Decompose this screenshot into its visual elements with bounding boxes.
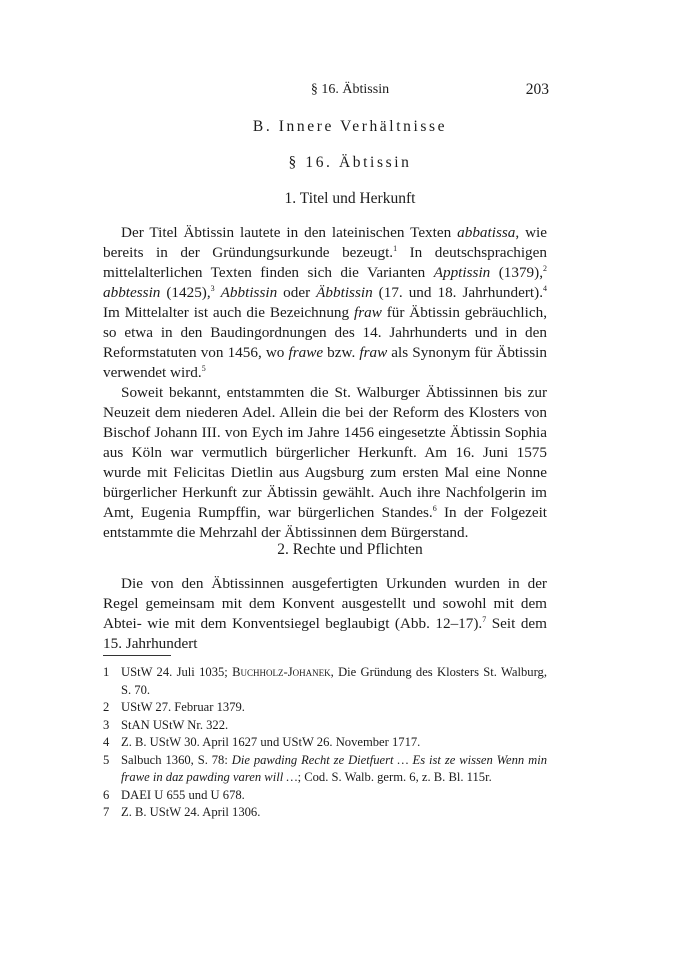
page-number: 203 (525, 81, 549, 98)
footnote: 1 UStW 24. Juli 1035; Buchholz-Johanek, Die Gründung des Klosters St. Walburg, S. 70. (103, 665, 547, 697)
paragraph-origin-nobility: Soweit bekannt, entstammten die St. Walburger Äbtissinnen bis zur Neuzeit dem niederen Adel. Allein die bei der Reform des Klosters von Bischof Johann III. von Eych im Jahre 1456 eingesetzte Äbtissin Sophia aus Köln war vermutlich bürgerlicher Herkunft. Am 16. Juni 1575 wurde mit Felicitas Dietlin aus Augsburg zum ersten Mal eine Nonne bürgerlicher Herkunft zur Äbtissin gewählt. Auch ihre Nachfolgerin im Amt, Eugenia Rumpffin, war bürgerlichen Standes.$^6$ In der Folgezeit entstammte die Mehrzahl der Äbtissinnen dem Bürgerstand. (103, 384, 548, 541)
paragraph-rights-duties: Die von den Äbtissinnen ausgefertigten Urkunden wurden in der Regel gemeinsam mit dem Konvent ausgestellt und sowohl mit dem Abtei- wie mit dem Konventsiegel beglaubigt (Abb. 12–17).$^7$ Seit dem 15. Jahrhundert (103, 575, 547, 652)
subsection-heading-1: 1. Titel und Herkunft (284, 190, 416, 207)
footnote-divider (103, 655, 171, 656)
body-block-2 (103, 574, 547, 654)
subsection-heading-2: 2. Rechte und Pflichten (277, 541, 423, 558)
footnotes (103, 664, 547, 822)
footnote: 3 StAN UStW Nr. 322. (103, 717, 229, 732)
footnote: 7 Z. B. UStW 24. April 1306. (103, 805, 261, 819)
footnote-ref: 2 (543, 264, 547, 273)
paragraph-heading: § 16. Äbtissin (288, 154, 412, 171)
footnote: 5 Salbuch 1360, S. 78: Die pawding Recht ze Dietfuert … Es ist ze wissen Wenn min frawe in daz pawding varen will …; Cod. S. Walb. germ. 6, z. B. Bl. 115r. (103, 752, 547, 784)
body-block-1 (103, 223, 547, 543)
footnote-ref: 3 (210, 284, 215, 293)
section-heading: B. Innere Verhältnisse (252, 118, 448, 135)
footnote-ref: 1 (393, 244, 398, 253)
footnote: 6 DAEI U 655 und U 678. (103, 787, 245, 802)
footnote: 2 UStW 27. Februar 1379. (103, 700, 245, 714)
footnote-ref: 4 (543, 284, 547, 293)
running-title: § 16. Äbtissin (310, 82, 390, 97)
footnote: 4 Z. B. UStW 30. April 1627 und UStW 26. November 1717. (103, 735, 421, 749)
footnote-ref: 6 (432, 504, 437, 513)
footnote-ref: 7 (482, 615, 487, 624)
footnote-ref: 5 (201, 364, 206, 373)
paragraph-title-origin: Der Titel Äbtissin lautete in den lateinischen Texten abbatissa, wie bereits in der Gründungsurkunde bezeugt.$^1$ In deutschsprachigen mittelalterlichen Texten finden sich die Varianten Apptissin (1379),$^2$ abbtessin (1425),$^3$ Abbtissin oder Äbbtissin (17. und 18. Jahrhundert).$^4$ Im Mittelalter ist auch die Bezeichnung fraw für Äbtissin gebräuchlich, so etwa in den Baudingordnungen des 14. Jahrhunderts und in den Reformstatuten von 1456, wo frawe bzw. fraw als Synonym für Äbtissin verwendet wird.$^5$ (103, 224, 547, 381)
